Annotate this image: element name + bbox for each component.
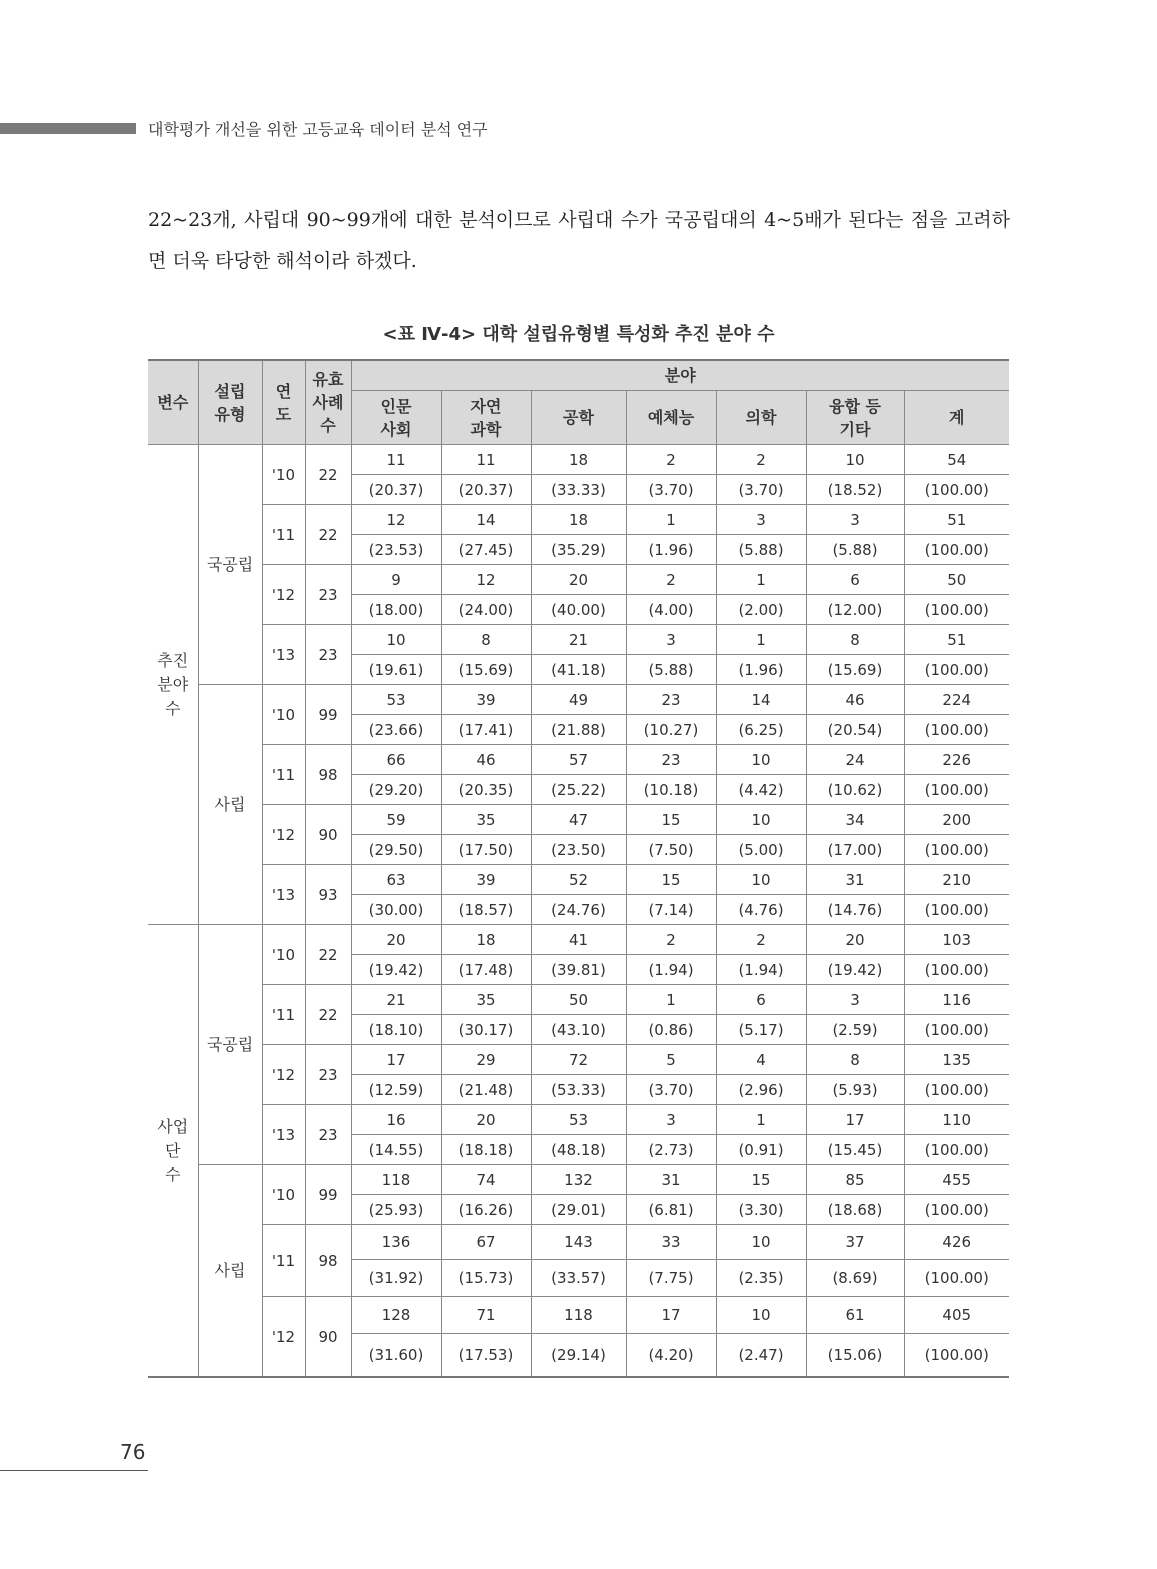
group-type: 사립 [198,685,262,925]
percent-cell: (17.00) [806,835,904,865]
header-field-col: 예체능 [626,391,716,445]
count-cell: 52 [531,865,626,895]
percent-cell: (41.18) [531,655,626,685]
count-cell: 20 [351,925,441,955]
count-cell: 2 [626,565,716,595]
running-title: 대학평가 개선을 위한 고등교육 데이터 분석 연구 [148,120,488,139]
count-cell: 20 [441,1105,531,1135]
count-cell: 31 [626,1165,716,1195]
page-number: 76 [120,1440,146,1464]
count-cell: 18 [441,925,531,955]
count-cell: 200 [904,805,1009,835]
count-cell: 24 [806,745,904,775]
count-cell: 8 [806,1045,904,1075]
percent-cell: (17.41) [441,715,531,745]
percent-cell: (3.70) [716,475,806,505]
percent-cell: (19.42) [806,955,904,985]
percent-cell: (39.81) [531,955,626,985]
percent-cell: (17.48) [441,955,531,985]
percent-cell: (100.00) [904,535,1009,565]
count-cell: 8 [441,625,531,655]
percent-cell: (1.94) [626,955,716,985]
percent-cell: (1.96) [716,655,806,685]
count-cell: 35 [441,805,531,835]
year-cell: '12 [262,805,305,865]
count-cell: 50 [531,985,626,1015]
count-cell: 29 [441,1045,531,1075]
percent-cell: (2.00) [716,595,806,625]
count-cell: 23 [626,685,716,715]
percent-cell: (7.50) [626,835,716,865]
header-field-col: 계 [904,391,1009,445]
count-cell: 46 [806,685,904,715]
count-cell: 4 [716,1045,806,1075]
percent-cell: (100.00) [904,715,1009,745]
count-cell: 85 [806,1165,904,1195]
percent-cell: (5.88) [716,535,806,565]
table-row [148,1165,1009,1195]
footer-line [0,1470,148,1471]
count-cell: 17 [351,1045,441,1075]
count-cell: 224 [904,685,1009,715]
year-cell: '10 [262,445,305,505]
count-cell: 10 [716,1225,806,1260]
count-cell: 59 [351,805,441,835]
count-cell: 103 [904,925,1009,955]
count-cell: 51 [904,505,1009,535]
count-cell: 110 [904,1105,1009,1135]
count-cell: 10 [716,1297,806,1334]
percent-cell: (3.70) [626,475,716,505]
count-cell: 17 [806,1105,904,1135]
year-cell: '12 [262,1045,305,1105]
count-cell: 16 [351,1105,441,1135]
percent-cell: (2.59) [806,1015,904,1045]
count-cell: 23 [626,745,716,775]
count-cell: 53 [531,1105,626,1135]
percent-cell: (17.53) [441,1334,531,1378]
count-cell: 15 [626,805,716,835]
percent-cell: (29.20) [351,775,441,805]
count-cell: 21 [531,625,626,655]
percent-cell: (40.00) [531,595,626,625]
year-cell: '12 [262,1297,305,1378]
valid-cases-cell: 98 [305,1225,351,1297]
count-cell: 37 [806,1225,904,1260]
table-caption: <표 Ⅳ-4> 대학 설립유형별 특성화 추진 분야 수 [382,324,775,345]
count-cell: 132 [531,1165,626,1195]
count-cell: 12 [441,565,531,595]
count-cell: 455 [904,1165,1009,1195]
header-type: 설립 유형 [198,360,262,445]
count-cell: 6 [806,565,904,595]
percent-cell: (12.59) [351,1075,441,1105]
percent-cell: (23.66) [351,715,441,745]
valid-cases-cell: 22 [305,985,351,1045]
count-cell: 1 [716,565,806,595]
count-cell: 53 [351,685,441,715]
table-row [148,505,1009,535]
percent-cell: (18.10) [351,1015,441,1045]
count-cell: 10 [716,805,806,835]
table-row [148,805,1009,835]
percent-cell: (10.27) [626,715,716,745]
percent-cell: (2.35) [716,1260,806,1297]
percent-cell: (3.30) [716,1195,806,1225]
count-cell: 41 [531,925,626,955]
count-cell: 15 [716,1165,806,1195]
percent-cell: (27.45) [441,535,531,565]
percent-cell: (0.91) [716,1135,806,1165]
percent-cell: (24.76) [531,895,626,925]
count-cell: 11 [441,445,531,475]
count-cell: 136 [351,1225,441,1260]
count-cell: 31 [806,865,904,895]
percent-cell: (5.88) [626,655,716,685]
count-cell: 1 [626,505,716,535]
valid-cases-cell: 23 [305,565,351,625]
count-cell: 72 [531,1045,626,1075]
percent-cell: (14.55) [351,1135,441,1165]
table-row [148,1225,1009,1260]
year-cell: '13 [262,1105,305,1165]
count-cell: 143 [531,1225,626,1260]
table-row [148,1045,1009,1075]
count-cell: 9 [351,565,441,595]
percent-cell: (4.00) [626,595,716,625]
count-cell: 12 [351,505,441,535]
percent-cell: (29.01) [531,1195,626,1225]
percent-cell: (15.06) [806,1334,904,1378]
percent-cell: (2.47) [716,1334,806,1378]
percent-cell: (100.00) [904,775,1009,805]
count-cell: 66 [351,745,441,775]
percent-cell: (25.93) [351,1195,441,1225]
count-cell: 1 [716,1105,806,1135]
percent-cell: (33.57) [531,1260,626,1297]
body-paragraph: 22~23개, 사립대 90~99개에 대한 분석이므로 사립대 수가 국공립대의 4~5배가 된다는 점을 고려하면 더욱 타당한 해석이라 하겠다. [148,209,1010,272]
count-cell: 47 [531,805,626,835]
count-cell: 17 [626,1297,716,1334]
percent-cell: (2.73) [626,1135,716,1165]
percent-cell: (6.81) [626,1195,716,1225]
percent-cell: (100.00) [904,1015,1009,1045]
count-cell: 210 [904,865,1009,895]
percent-cell: (25.22) [531,775,626,805]
percent-cell: (4.76) [716,895,806,925]
valid-cases-cell: 90 [305,1297,351,1378]
header-bar [0,123,136,134]
percent-cell: (29.50) [351,835,441,865]
count-cell: 11 [351,445,441,475]
percent-cell: (23.50) [531,835,626,865]
percent-cell: (18.68) [806,1195,904,1225]
valid-cases-cell: 93 [305,865,351,925]
header-year: 연 도 [262,360,305,445]
header-valid-cases: 유효 사례 수 [305,360,351,445]
count-cell: 74 [441,1165,531,1195]
percent-cell: (20.37) [441,475,531,505]
percent-cell: (19.42) [351,955,441,985]
year-cell: '11 [262,505,305,565]
percent-cell: (24.00) [441,595,531,625]
count-cell: 21 [351,985,441,1015]
count-cell: 35 [441,985,531,1015]
count-cell: 3 [626,1105,716,1135]
percent-cell: (23.53) [351,535,441,565]
percent-cell: (100.00) [904,955,1009,985]
count-cell: 57 [531,745,626,775]
count-cell: 39 [441,865,531,895]
percent-cell: (100.00) [904,475,1009,505]
count-cell: 10 [351,625,441,655]
percent-cell: (18.00) [351,595,441,625]
percent-cell: (31.92) [351,1260,441,1297]
year-cell: '11 [262,745,305,805]
percent-cell: (18.52) [806,475,904,505]
count-cell: 2 [626,445,716,475]
count-cell: 6 [716,985,806,1015]
percent-cell: (15.73) [441,1260,531,1297]
count-cell: 18 [531,505,626,535]
percent-cell: (20.54) [806,715,904,745]
percent-cell: (100.00) [904,1075,1009,1105]
data-table [148,359,1009,1378]
count-cell: 128 [351,1297,441,1334]
valid-cases-cell: 23 [305,1105,351,1165]
percent-cell: (14.76) [806,895,904,925]
valid-cases-cell: 99 [305,685,351,745]
percent-cell: (5.88) [806,535,904,565]
percent-cell: (4.42) [716,775,806,805]
percent-cell: (31.60) [351,1334,441,1378]
percent-cell: (5.17) [716,1015,806,1045]
table-row [148,565,1009,595]
percent-cell: (15.45) [806,1135,904,1165]
count-cell: 10 [716,745,806,775]
header-field-col: 의학 [716,391,806,445]
percent-cell: (15.69) [441,655,531,685]
year-cell: '13 [262,625,305,685]
percent-cell: (18.18) [441,1135,531,1165]
valid-cases-cell: 99 [305,1165,351,1225]
year-cell: '10 [262,1165,305,1225]
header-field-col: 인문 사회 [351,391,441,445]
count-cell: 3 [716,505,806,535]
count-cell: 51 [904,625,1009,655]
header-field-col: 융합 등 기타 [806,391,904,445]
count-cell: 5 [626,1045,716,1075]
percent-cell: (6.25) [716,715,806,745]
valid-cases-cell: 23 [305,1045,351,1105]
count-cell: 33 [626,1225,716,1260]
count-cell: 39 [441,685,531,715]
group-type: 국공립 [198,445,262,685]
count-cell: 1 [626,985,716,1015]
table-row [148,625,1009,655]
count-cell: 3 [806,985,904,1015]
count-cell: 18 [531,445,626,475]
count-cell: 2 [716,925,806,955]
count-cell: 50 [904,565,1009,595]
count-cell: 8 [806,625,904,655]
count-cell: 3 [806,505,904,535]
percent-cell: (30.17) [441,1015,531,1045]
percent-cell: (4.20) [626,1334,716,1378]
percent-cell: (30.00) [351,895,441,925]
year-cell: '13 [262,865,305,925]
percent-cell: (21.88) [531,715,626,745]
section-label: 추진 분야 수 [148,445,198,925]
percent-cell: (48.18) [531,1135,626,1165]
count-cell: 118 [351,1165,441,1195]
count-cell: 61 [806,1297,904,1334]
percent-cell: (100.00) [904,595,1009,625]
percent-cell: (53.33) [531,1075,626,1105]
percent-cell: (2.96) [716,1075,806,1105]
count-cell: 63 [351,865,441,895]
percent-cell: (100.00) [904,1135,1009,1165]
percent-cell: (100.00) [904,1195,1009,1225]
year-cell: '10 [262,925,305,985]
count-cell: 67 [441,1225,531,1260]
table-row [148,985,1009,1015]
table-row [148,1297,1009,1334]
percent-cell: (10.18) [626,775,716,805]
table-row [148,445,1009,475]
percent-cell: (43.10) [531,1015,626,1045]
year-cell: '10 [262,685,305,745]
valid-cases-cell: 22 [305,445,351,505]
group-type: 사립 [198,1165,262,1378]
percent-cell: (17.50) [441,835,531,865]
percent-cell: (8.69) [806,1260,904,1297]
percent-cell: (7.75) [626,1260,716,1297]
valid-cases-cell: 90 [305,805,351,865]
count-cell: 3 [626,625,716,655]
percent-cell: (100.00) [904,1260,1009,1297]
percent-cell: (100.00) [904,1334,1009,1378]
count-cell: 14 [716,685,806,715]
year-cell: '11 [262,1225,305,1297]
percent-cell: (100.00) [904,895,1009,925]
count-cell: 20 [531,565,626,595]
valid-cases-cell: 22 [305,505,351,565]
percent-cell: (15.69) [806,655,904,685]
count-cell: 226 [904,745,1009,775]
percent-cell: (100.00) [904,655,1009,685]
count-cell: 118 [531,1297,626,1334]
header-row [148,360,1009,391]
percent-cell: (1.94) [716,955,806,985]
count-cell: 34 [806,805,904,835]
percent-cell: (19.61) [351,655,441,685]
percent-cell: (0.86) [626,1015,716,1045]
percent-cell: (20.37) [351,475,441,505]
count-cell: 46 [441,745,531,775]
percent-cell: (35.29) [531,535,626,565]
percent-cell: (12.00) [806,595,904,625]
percent-cell: (5.93) [806,1075,904,1105]
count-cell: 20 [806,925,904,955]
percent-cell: (7.14) [626,895,716,925]
header-field: 분야 [351,360,1009,391]
valid-cases-cell: 22 [305,925,351,985]
section-label: 사업 단 수 [148,925,198,1378]
year-cell: '11 [262,985,305,1045]
count-cell: 2 [626,925,716,955]
count-cell: 10 [716,865,806,895]
percent-cell: (20.35) [441,775,531,805]
percent-cell: (10.62) [806,775,904,805]
header-field-col: 공학 [531,391,626,445]
table-row [148,1105,1009,1135]
count-cell: 426 [904,1225,1009,1260]
group-type: 국공립 [198,925,262,1165]
table-row [148,925,1009,955]
percent-cell: (29.14) [531,1334,626,1378]
header-field-col: 자연 과학 [441,391,531,445]
count-cell: 15 [626,865,716,895]
percent-cell: (33.33) [531,475,626,505]
percent-cell: (1.96) [626,535,716,565]
count-cell: 405 [904,1297,1009,1334]
percent-cell: (100.00) [904,835,1009,865]
valid-cases-cell: 23 [305,625,351,685]
count-cell: 1 [716,625,806,655]
header-variable: 변수 [148,360,198,445]
table-row [148,745,1009,775]
count-cell: 54 [904,445,1009,475]
count-cell: 71 [441,1297,531,1334]
table-row [148,865,1009,895]
percent-cell: (3.70) [626,1075,716,1105]
percent-cell: (21.48) [441,1075,531,1105]
valid-cases-cell: 98 [305,745,351,805]
count-cell: 135 [904,1045,1009,1075]
percent-cell: (18.57) [441,895,531,925]
year-cell: '12 [262,565,305,625]
count-cell: 116 [904,985,1009,1015]
count-cell: 2 [716,445,806,475]
percent-cell: (16.26) [441,1195,531,1225]
count-cell: 10 [806,445,904,475]
table-row [148,685,1009,715]
count-cell: 14 [441,505,531,535]
percent-cell: (5.00) [716,835,806,865]
count-cell: 49 [531,685,626,715]
